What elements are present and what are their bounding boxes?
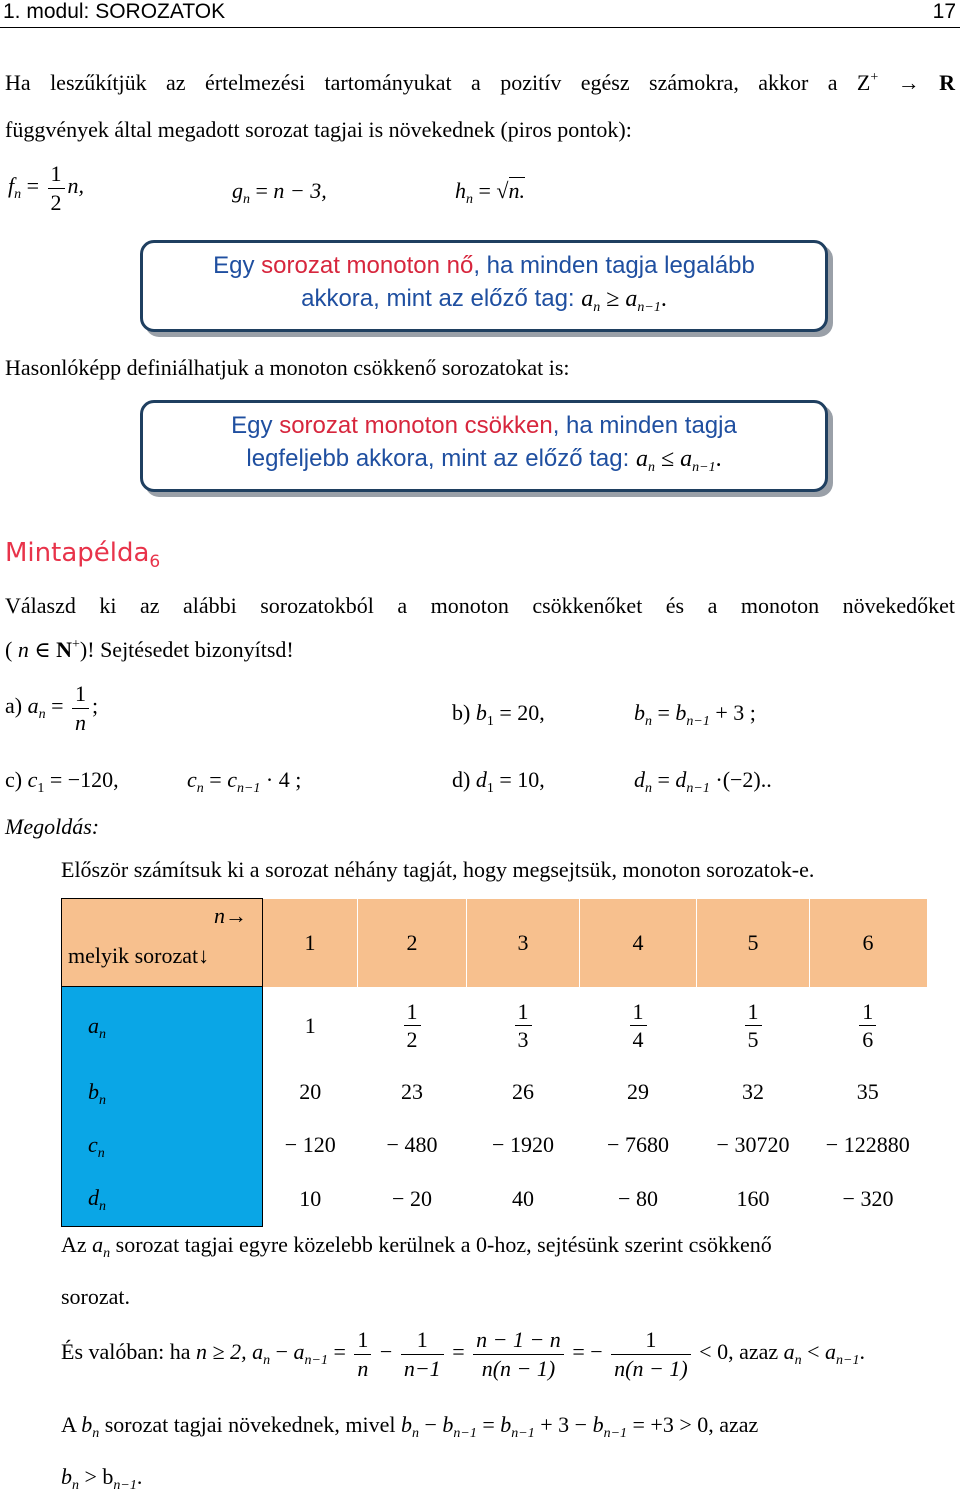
column-header: 3 [467,899,580,987]
table-cell: 40 [512,1185,534,1211]
conclusion-a-line-1: Az $a_n$ sorozat tagjai egyre közelebb kerülnek a 0-hoz, sejtésünk szerint csökkenő [61,1232,772,1261]
definition-decreasing-line-1: Egy sorozat monoton csökken, ha minden tagja [231,412,737,439]
table-cell: $\frac{1}{5}$ [697,987,810,1065]
frac-den-product-2: n(n − 1) [614,1355,688,1381]
table-cell: 20 [299,1078,322,1104]
table-cell: − 122880 [825,1131,910,1157]
similar-text: Hasonlóképp definiálhatjuk a monoton csökkenő sorozatokat is: [5,355,570,380]
proof-a: És valóban: ha n ≥ 2, $a_n - a_{n-1}$ = $\frac{1}{n}$ − $\frac{1}{n-1}$ = $\frac{n - 1 - n}{n(n - 1)}$ = − $\frac{1}{n(n - 1)}$ < 0, azaz $a_n < a_{n-1}$. [61,1327,865,1381]
definition-decreasing-line-2: legfeljebb akkora, mint az előző tag: $a_n \le a_{n-1}$. [246,445,722,475]
table-row [62,1119,927,1171]
table-cell: $\frac{1}{6}$ [810,987,927,1065]
table-cell: 26 [512,1078,534,1104]
task-d-recursion: $d_n = d_{n-1} \cdot(-2)$.. [634,767,772,796]
formula-g: $g_n = n - 3$, [232,178,327,207]
formula-f: $f_n$ = $\frac{1}{2}$ n, [8,161,85,215]
table-cell: − 30720 [716,1131,790,1157]
solution-text: Először számítsuk ki a sorozat néhány tagját, hogy megsejtsük, monoton sorozatok-e. [61,857,815,882]
column-header: 1 [263,899,358,987]
column-header: 2 [358,899,467,987]
frac-den-product: n(n − 1) [481,1355,556,1381]
proof-b: A $b_n$ sorozat tagjai növekednek, mivel $b_n - b_{n-1} = b_{n-1} + 3 - b_{n-1} = +3 > 0$, azaz [61,1412,759,1441]
task-a: a) $a_n$ = $\frac{1}{n}$ ; [5,681,99,735]
task-c-recursion: $c_n = c_{n-1} \cdot 4$ ; [187,767,302,796]
table-row [62,1065,927,1119]
task-b-recursion: $b_n = b_{n-1} + 3$ ; [634,700,756,729]
column-header: 6 [810,899,927,987]
row-label-a: $a_n$ [62,987,263,1065]
frac-num-diff: n − 1 − n [473,1326,564,1355]
table-corner-cell: n→ melyik sorozat↓ [62,899,263,987]
table-cell: 35 [856,1078,879,1104]
task-d-first: d) $d_1 = 10$, [452,767,545,796]
task-line-1: Válaszd ki az alábbi sorozatokból a monoton csökkenőket és a monoton növekedőket [5,593,955,618]
table-cell: − 480 [386,1131,438,1157]
definition-box-increasing [140,240,828,332]
table-cell: $\frac{1}{2}$ [358,987,467,1065]
table-cell: − 20 [392,1185,432,1211]
table-cell: 1 [304,1012,316,1038]
table-cell: − 1920 [492,1131,554,1157]
proof-b-result: $b_n > b_{n-1}$. [61,1464,143,1493]
page-number: 17 [932,0,956,23]
table-cell: $\frac{1}{3}$ [467,987,580,1065]
header-rule [0,27,960,28]
column-header: 4 [580,899,697,987]
sequence-table [61,898,927,1227]
conclusion-a-line-2: sorozat. [61,1284,131,1309]
task-c-first: c) $c_1 = -120$, [5,767,119,796]
table-cell: 29 [627,1078,649,1104]
row-label-c: $c_n$ [62,1119,263,1171]
table-row [62,987,927,1065]
task-b-first: b) $b_1 = 20$, [452,700,545,729]
table-cell: 23 [401,1078,423,1104]
row-label-d: $d_n$ [62,1171,263,1227]
table-cell: 160 [736,1185,770,1211]
table-cell: − 120 [284,1131,336,1157]
row-label-b: $b_n$ [62,1065,263,1119]
definition-box-decreasing [140,400,828,492]
intro-line-2: függvények által megadott sorozat tagjai is növekednek (piros pontok): [5,117,632,142]
table-cell: − 80 [618,1185,658,1211]
definition-increasing-line-1: Egy sorozat monoton nő, ha minden tagja legalább [213,252,755,279]
example-heading: Mintapélda$_6$ [5,538,161,572]
table-row [62,1171,927,1227]
running-header: 1. modul: SOROZATOK [3,0,226,23]
table-cell: 32 [742,1078,764,1104]
sqrt-sign: √ [496,178,509,203]
task-line-2: ( n ∈ N+)! Sejtésedet bizonyítsd! [5,637,294,662]
intro-line-1: Ha leszűkítjük az értelmezési tartományukat a pozitív egész számokra, akkor a Z+ → R [5,70,956,95]
column-header: 5 [697,899,810,987]
table-cell: − 320 [842,1185,894,1211]
table-cell: 10 [299,1185,322,1211]
table-cell: − 7680 [607,1131,669,1157]
formula-h: $h_n = √n$. [455,178,525,207]
solution-label: Megoldás: [5,814,100,839]
table-header-row [62,899,927,987]
table-cell: $\frac{1}{4}$ [580,987,697,1065]
definition-increasing-line-2: akkora, mint az előző tag: $a_n \ge a_{n-1}$. [301,285,667,315]
